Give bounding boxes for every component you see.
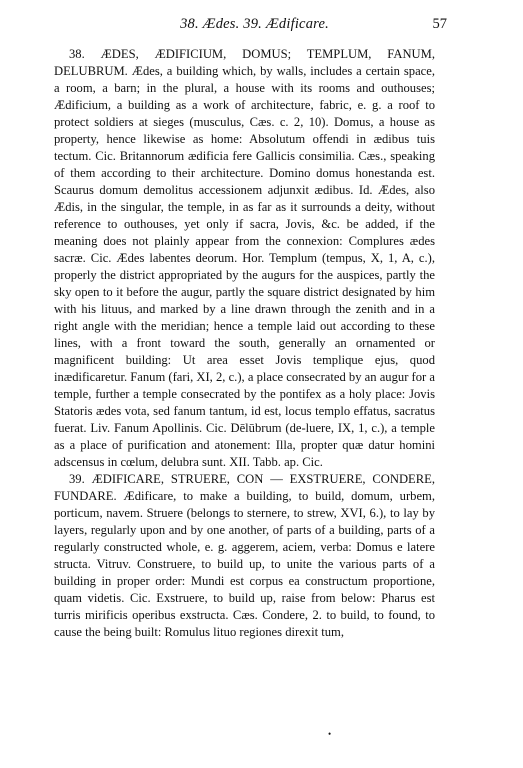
page-body xyxy=(54,46,435,641)
print-dot: • xyxy=(328,729,332,739)
entry-38: 38. ÆDES, ÆDIFICIUM, DOMUS; TEMPLUM, FANUM, DELUBRUM. Ædes, a building which, by walls, includes a certain space, a room, a barn; in the plural, a house with its rooms and outhouses; Ædificium, a building as a work of architecture, fabric, e. g. a roof to protect soldiers at sieges (musculus, Cæs. c. 2, 10). Domus, a house as property, hence likewise as home: Absolutum offendi in ædibus tuis tectum. Cic. Britannorum ædificia fere Gallicis consimilia. Cæs., speaking of them according to their architecture. Domino domus honestanda est. Scaurus domum demolitus accessionem adjunxit ædibus. Id. Ædes, also Ædis, in the singular, the temple, in as far as it surrounds a deity, without reference to outhouses, yet only if sacra, Jovis, &c. be added, if the meaning does not plainly appear from the connexion: Complures ædes sacræ. Cic. Ædes labentes deorum. Hor. Templum (tempus, X, 1, A, c.), properly the district appropriated by the augurs for the auspices, partly the sky open to it before the augur, partly the square district designated by him with his lituus, and marked by a line drawn through the zenith and in a right angle with the meridian; hence a temple laid out according to these lines, with a front toward the south, generally an ornamented or magnificent building: Ut area esset Jovis templique ejus, quod inædificaretur. Fanum (fari, XI, 2, c.), a place consecrated by an augur for a temple, further a temple consecrated by the pontifex as a holy place: Jovis Statoris ædes vota, sed fanum tantum, id est, locus templo effatus, sacratus fuerat. Liv. Fanum Apollinis. Cic. Dēlūbrum (de-luere, IX, 1, c.), a temple as a place of purification and atonement: Illa, propter quæ datur homini adscensus in cœlum, delubra sunt. XII. Tabb. ap. Cic. xyxy=(54,47,435,469)
entry-39: 39. ÆDIFICARE, STRUERE, CON — EXSTRUERE, CONDERE, FUNDARE. Ædificare, to make a building, to build, domum, urbem, porticum, navem. Struere (belongs to sternere, to strew, XVI, 6.), to lay by layers, regularly upon and by one another, of parts of a building, parts of a regularly constructed whole, e. g. aggerem, aciem, verba: Domus e latere structa. Vitruv. Construere, to build up, to unite the various parts of a building in proper order: Mundi est corpus ea constructum proportione, quam videtis. Cic. Exstruere, to build up, raise from below: Pharus est turris mirificis operibus exstructa. Cæs. Condere, 2. to build, to found, to cause the being built: Romulus lituo regiones direxit tum, xyxy=(54,472,435,639)
page-number: 57 xyxy=(432,16,447,32)
running-title: 38. Ædes. 39. Ædificare. xyxy=(180,16,329,32)
running-header xyxy=(74,16,447,38)
